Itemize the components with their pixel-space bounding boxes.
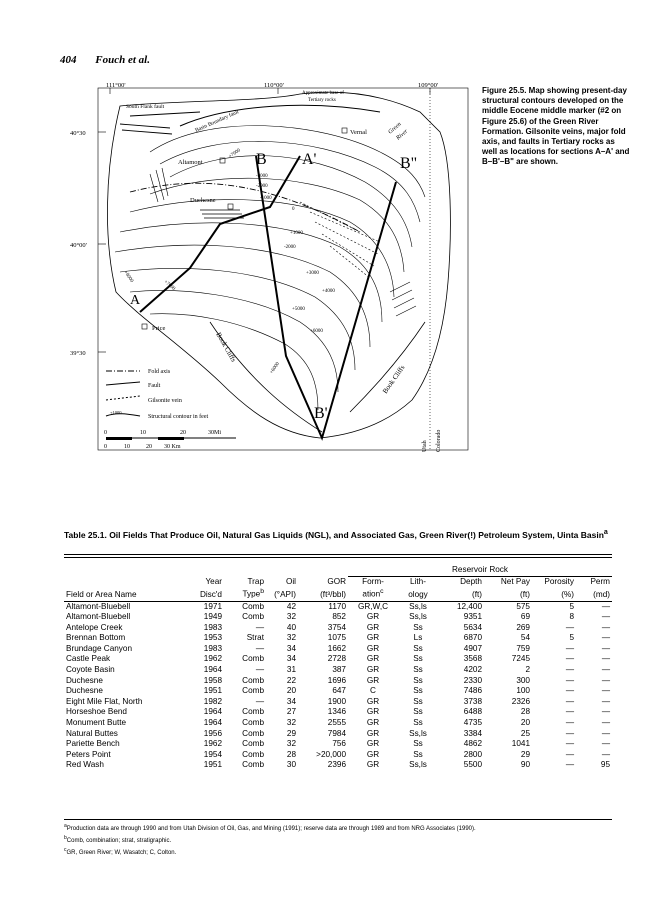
table-cell: Ss bbox=[413, 749, 423, 759]
table-bottom-rule bbox=[64, 819, 612, 820]
table-cell: GR bbox=[366, 643, 380, 653]
table-cell: 9351 bbox=[463, 612, 482, 622]
table-cell: 1900 bbox=[327, 696, 346, 706]
table-cell: 3384 bbox=[463, 728, 482, 738]
table-cell: 6870 bbox=[463, 633, 482, 643]
town-vernal: Vernal bbox=[350, 129, 367, 136]
table-cell: 1983 bbox=[203, 643, 222, 653]
table-cell: GR bbox=[366, 612, 380, 622]
legend-gilsonite-vein: Gilsonite vein bbox=[148, 398, 182, 404]
table-cell: 2728 bbox=[327, 654, 346, 664]
table-cell: 29 bbox=[286, 728, 296, 738]
table-cell: 32 bbox=[286, 612, 296, 622]
table-row bbox=[64, 633, 612, 644]
contour-label: -1000 bbox=[260, 196, 272, 201]
page-header bbox=[60, 54, 150, 66]
table-cell: — bbox=[565, 728, 574, 738]
scale-km-10: 10 bbox=[124, 444, 130, 450]
label-green: Green bbox=[387, 121, 403, 136]
contour-label: +7000 bbox=[162, 279, 176, 292]
table-cell: 1971 bbox=[203, 601, 222, 611]
table-cell: 1696 bbox=[327, 675, 346, 685]
table-cell: — bbox=[601, 675, 610, 685]
table-cell: Ss bbox=[413, 643, 423, 653]
table-cell: GR bbox=[366, 675, 380, 685]
table-cell: Comb bbox=[242, 601, 264, 611]
label-book-cliffs-east: Book Cliffs bbox=[381, 363, 407, 396]
footnote-c: $^c$GR, Green River; W, Wasatch; C, Colton. bbox=[64, 847, 177, 856]
table-cell: 40 bbox=[286, 622, 296, 632]
table-cell: 852 bbox=[332, 612, 346, 622]
table-body bbox=[64, 601, 612, 771]
label-south-flank-fault: South Flank fault bbox=[126, 104, 165, 110]
table-cell: 8 bbox=[569, 612, 574, 622]
table-cell: — bbox=[601, 654, 610, 664]
table-cell: — bbox=[565, 707, 574, 717]
scale-mi-20: 20 bbox=[180, 430, 186, 436]
table-cell: — bbox=[255, 696, 264, 706]
col-bottom-7: (ft) bbox=[438, 587, 484, 601]
table-top-rule bbox=[64, 554, 612, 555]
table-cell: Ss,ls bbox=[409, 728, 427, 738]
table-cell: — bbox=[255, 622, 264, 632]
scale-km-20: 20 bbox=[146, 444, 152, 450]
table-cell: Brennan Bottom bbox=[66, 633, 126, 643]
table-cell: 69 bbox=[520, 612, 530, 622]
table-cell: 647 bbox=[332, 686, 346, 696]
scale-mi-0: 0 bbox=[104, 430, 107, 436]
table-cell: Monument Butte bbox=[66, 718, 127, 728]
table-cell: 7486 bbox=[463, 686, 482, 696]
col-bottom-2: Type$^b$ bbox=[224, 587, 266, 601]
table-cell: Duchesne bbox=[66, 675, 103, 685]
col-top-9: Porosity bbox=[544, 576, 574, 586]
table-cell: 1170 bbox=[328, 601, 346, 611]
table-cell: 269 bbox=[516, 622, 530, 632]
table-cell: 5500 bbox=[463, 760, 482, 770]
table-cell: 1956 bbox=[203, 728, 222, 738]
scale-km-30: 30 Km bbox=[164, 444, 181, 450]
table-cell: — bbox=[565, 643, 574, 653]
table-row bbox=[64, 601, 612, 612]
table-cell: 32 bbox=[286, 633, 296, 643]
table-cell: 90 bbox=[520, 760, 530, 770]
table-cell: Comb bbox=[242, 675, 264, 685]
table-cell: 4862 bbox=[463, 739, 482, 749]
table-cell: GR bbox=[366, 622, 380, 632]
table-cell: GR,W,C bbox=[357, 601, 389, 611]
table-cell: 95 bbox=[600, 760, 610, 770]
table-cell: — bbox=[565, 696, 574, 706]
lat-label-3930: 39°30 bbox=[70, 350, 86, 357]
scale-mi-10: 10 bbox=[140, 430, 146, 436]
col-top-8: Net Pay bbox=[500, 576, 530, 586]
table-cell: — bbox=[601, 665, 610, 675]
figure-caption: Figure 25.5. Map showing present-day structural contours developed on the middle Eocene middle marker (#2 on Figure 25.6) of the Green River Formation. Gilsonite veins, major fold axis, and faults in Tertiary rocks as well as locations for sections A–A' and B–B'–B" are shown. bbox=[482, 86, 630, 167]
table-cell: — bbox=[565, 654, 574, 664]
table-cell: 3754 bbox=[327, 622, 346, 632]
table-cell: Ss bbox=[413, 739, 423, 749]
table-cell: 5634 bbox=[463, 622, 482, 632]
table-cell: — bbox=[601, 707, 610, 717]
oil-fields-table bbox=[64, 565, 612, 771]
table-cell: — bbox=[565, 622, 574, 632]
col-bottom-5: ation$^c$ bbox=[348, 587, 398, 601]
col-bottom-8: (ft) bbox=[484, 587, 532, 601]
col-top-7: Depth bbox=[460, 576, 482, 586]
table-cell: Ss,ls bbox=[409, 601, 427, 611]
table-cell: 6488 bbox=[463, 707, 482, 717]
table-row bbox=[64, 729, 612, 740]
table-cell: 1949 bbox=[203, 612, 222, 622]
table-cell: Comb bbox=[242, 749, 264, 759]
table-cell: — bbox=[601, 728, 610, 738]
table-cell: — bbox=[601, 643, 610, 653]
running-author: Fouch et al. bbox=[95, 54, 150, 66]
table-cell: 2800 bbox=[463, 749, 482, 759]
table-cell: 1983 bbox=[203, 622, 222, 632]
contour-label: +5000 bbox=[292, 307, 305, 312]
table-cell: 29 bbox=[520, 749, 530, 759]
table-row bbox=[64, 760, 612, 771]
contour-label: +6000 bbox=[269, 361, 281, 376]
table-cell: 1962 bbox=[203, 654, 222, 664]
label-approx-base-1: Approximate base of bbox=[302, 91, 344, 96]
reservoir-rock-header: Reservoir Rock bbox=[348, 565, 612, 576]
contour-label: +3000 bbox=[306, 271, 319, 276]
table-cell: Comb bbox=[242, 707, 264, 717]
column-header-bottom-row bbox=[64, 587, 612, 601]
table-cell: 756 bbox=[332, 739, 346, 749]
lon-label-111: 111°00' bbox=[106, 82, 126, 89]
table-cell: 4907 bbox=[463, 643, 482, 653]
table-cell: 32 bbox=[286, 739, 296, 749]
col-top-3: Oil bbox=[285, 576, 296, 586]
group-header-row bbox=[64, 565, 612, 576]
table-cell: 1954 bbox=[203, 749, 222, 759]
contour-label: +8000 bbox=[122, 270, 134, 284]
table-cell: 1964 bbox=[203, 707, 222, 717]
table-row bbox=[64, 697, 612, 708]
table-cell: — bbox=[565, 675, 574, 685]
table-cell: Comb bbox=[242, 612, 264, 622]
col-bottom-3: (°API) bbox=[266, 587, 298, 601]
map-legend bbox=[104, 369, 236, 450]
table-cell: 575 bbox=[516, 601, 530, 611]
col-top-5: Form- bbox=[362, 576, 384, 586]
table-cell: Altamont-Bluebell bbox=[66, 612, 131, 622]
col-top-4: GOR bbox=[327, 576, 346, 586]
table-row bbox=[64, 665, 612, 676]
table-row bbox=[64, 654, 612, 665]
table-cell: GR bbox=[366, 718, 380, 728]
lon-label-109: 109°00' bbox=[418, 82, 439, 89]
lon-label-110: 110°00' bbox=[264, 82, 284, 89]
label-river: River bbox=[395, 128, 410, 142]
table-cell: 1982 bbox=[203, 696, 222, 706]
table-row bbox=[64, 707, 612, 718]
table-cell: Coyote Basin bbox=[66, 665, 115, 675]
table-cell: Ss bbox=[413, 675, 423, 685]
town-altamont: Altamont bbox=[178, 159, 203, 166]
table-cell: GR bbox=[366, 665, 380, 675]
contour-label: +6000 bbox=[310, 329, 323, 334]
table-cell: — bbox=[601, 612, 610, 622]
table-cell: 28 bbox=[520, 707, 530, 717]
col-top-10: Perm bbox=[590, 576, 610, 586]
scale-mi-30: 30Mi bbox=[208, 430, 222, 436]
legend-fault: Fault bbox=[148, 383, 161, 389]
table-cell: 20 bbox=[286, 686, 296, 696]
table-cell: C bbox=[370, 686, 376, 696]
scale-km-0: 0 bbox=[104, 444, 107, 450]
table-cell: 1346 bbox=[327, 707, 346, 717]
label-book-cliffs-west: Book Cliffs bbox=[214, 331, 238, 364]
col-bottom-6: ology bbox=[398, 587, 438, 601]
table-cell: 1951 bbox=[203, 760, 222, 770]
table-cell: 54 bbox=[520, 633, 530, 643]
section-label-b-double-prime: B" bbox=[400, 155, 418, 172]
table-cell: — bbox=[601, 696, 610, 706]
table-cell: 2555 bbox=[327, 718, 346, 728]
table-cell: 2 bbox=[525, 665, 530, 675]
contour-label: +4000 bbox=[322, 289, 335, 294]
table-cell: 1958 bbox=[203, 675, 222, 685]
label-utah: Utah bbox=[422, 440, 428, 452]
table-cell: Horseshoe Bend bbox=[66, 707, 127, 717]
section-label-b-prime: B' bbox=[314, 405, 328, 422]
table-cell: Duchesne bbox=[66, 686, 103, 696]
table-cell: Ss bbox=[413, 686, 423, 696]
table-cell: — bbox=[565, 686, 574, 696]
table-cell: Strat bbox=[246, 633, 264, 643]
table-cell: — bbox=[255, 643, 264, 653]
table-cell: 1953 bbox=[203, 633, 222, 643]
table-cell: — bbox=[601, 749, 610, 759]
table-cell: 7245 bbox=[511, 654, 530, 664]
table-cell: 12,400 bbox=[456, 601, 482, 611]
table-cell: 34 bbox=[286, 696, 296, 706]
col-top-6: Lith- bbox=[410, 576, 426, 586]
table-cell: Eight Mile Flat, North bbox=[66, 696, 143, 706]
table-cell: 20 bbox=[520, 718, 530, 728]
col-bottom-10: (md) bbox=[576, 587, 612, 601]
table-cell: 25 bbox=[520, 728, 530, 738]
table-cell: Comb bbox=[242, 654, 264, 664]
table-cell: — bbox=[601, 718, 610, 728]
table-cell: GR bbox=[366, 696, 380, 706]
contour-label: -2000 bbox=[284, 245, 296, 250]
contour-label: 0 bbox=[292, 207, 295, 212]
table-cell: 42 bbox=[286, 601, 296, 611]
table-title bbox=[64, 527, 624, 541]
table-cell: GR bbox=[366, 654, 380, 664]
label-approx-base-2: Tertiary rocks bbox=[308, 98, 336, 103]
label-colorado: Colorado bbox=[436, 429, 442, 452]
table-cell: 7984 bbox=[327, 728, 346, 738]
table-cell: GR bbox=[366, 728, 380, 738]
table-cell: 1075 bbox=[327, 633, 346, 643]
label-basin-boundary-fault: Basin Boundary fault bbox=[194, 109, 240, 134]
table-top-rule-2 bbox=[64, 557, 612, 558]
table-cell: 759 bbox=[516, 643, 530, 653]
lat-label-4000: 40°00' bbox=[70, 242, 87, 249]
table-cell: GR bbox=[366, 749, 380, 759]
table-cell: Ss,ls bbox=[409, 760, 427, 770]
legend-fold-axis: Fold axis bbox=[148, 369, 171, 375]
table-row bbox=[64, 718, 612, 729]
table-cell: 100 bbox=[516, 686, 530, 696]
col-bottom-0: Field or Area Name bbox=[64, 587, 182, 601]
table-cell: 31 bbox=[286, 665, 296, 675]
contour-label: +7000 bbox=[228, 148, 242, 160]
table-cell: 1041 bbox=[511, 739, 530, 749]
table-cell: Ss bbox=[413, 707, 423, 717]
col-top-1: Year bbox=[205, 576, 222, 586]
table-cell: 1951 bbox=[203, 686, 222, 696]
table-cell: — bbox=[565, 749, 574, 759]
table-cell: 1964 bbox=[203, 718, 222, 728]
table-title-text: Table 25.1. Oil Fields That Produce Oil, Natural Gas Liquids (NGL), and Associated Gas, Green River(!) Petroleum System, Uinta Basin bbox=[64, 529, 604, 540]
page-number: 404 bbox=[60, 54, 77, 66]
table-cell: 2396 bbox=[327, 760, 346, 770]
table-cell: — bbox=[565, 760, 574, 770]
table-footnotes bbox=[64, 822, 624, 858]
table-cell: — bbox=[565, 718, 574, 728]
table-row bbox=[64, 686, 612, 697]
col-bottom-9: (%) bbox=[532, 587, 576, 601]
table-cell: Castle Peak bbox=[66, 654, 111, 664]
contour-label: -2000 bbox=[256, 184, 268, 189]
table-cell: 34 bbox=[286, 654, 296, 664]
town-duchesne: Duchesne bbox=[190, 197, 216, 204]
table-row bbox=[64, 612, 612, 623]
table-cell: Brundage Canyon bbox=[66, 643, 133, 653]
table-cell: 4735 bbox=[463, 718, 482, 728]
table-row bbox=[64, 644, 612, 655]
table-cell: 22 bbox=[286, 675, 296, 685]
table-cell: 3568 bbox=[463, 654, 482, 664]
table-cell: 32 bbox=[286, 718, 296, 728]
table-cell: Altamont-Bluebell bbox=[66, 601, 131, 611]
section-label-a: A bbox=[130, 293, 141, 308]
section-label-b: B bbox=[256, 151, 267, 168]
contour-label: -3000 bbox=[256, 174, 268, 179]
table-cell: 387 bbox=[332, 665, 346, 675]
table-cell: Comb bbox=[242, 760, 264, 770]
table-cell: — bbox=[601, 686, 610, 696]
table-cell: Peters Point bbox=[66, 749, 111, 759]
footnote-a: $^a$Production data are through 1990 and from Utah Division of Oil, Gas, and Mining (1991); reserve data are through 1989 and from NRG Associates (1990). bbox=[64, 823, 476, 832]
table-row bbox=[64, 750, 612, 761]
table-cell: Antelope Creek bbox=[66, 622, 123, 632]
table-cell: 4202 bbox=[463, 665, 482, 675]
contour-label: +1000 bbox=[290, 231, 303, 236]
table-cell: 1662 bbox=[327, 643, 346, 653]
table-cell: 34 bbox=[286, 643, 296, 653]
table-cell: >20,000 bbox=[316, 749, 346, 759]
table-cell: — bbox=[601, 622, 610, 632]
table-cell: — bbox=[601, 633, 610, 643]
table-cell: Natural Buttes bbox=[66, 728, 118, 738]
footnote-b: $^b$Comb, combination; strat, stratigraphic. bbox=[64, 835, 172, 844]
structure-contour-map bbox=[60, 82, 480, 460]
table-cell: GR bbox=[366, 707, 380, 717]
table-cell: Ls bbox=[413, 633, 423, 643]
col-top-2: Trap bbox=[247, 576, 264, 586]
col-bottom-4: (ft³/bbl) bbox=[298, 587, 348, 601]
table-cell: Comb bbox=[242, 728, 264, 738]
table-cell: 3738 bbox=[463, 696, 482, 706]
table-cell: 1962 bbox=[203, 739, 222, 749]
column-header-top-row bbox=[64, 576, 612, 587]
table-cell: Ss,ls bbox=[409, 612, 427, 622]
section-label-a-prime: A' bbox=[302, 151, 317, 168]
col-bottom-1: Disc'd bbox=[182, 587, 224, 601]
table-cell: 5 bbox=[569, 601, 574, 611]
table-cell: 27 bbox=[286, 707, 296, 717]
table-cell: — bbox=[565, 739, 574, 749]
table-cell: 2330 bbox=[463, 675, 482, 685]
table-cell: Pariette Bench bbox=[66, 739, 120, 749]
town-price: Price bbox=[152, 325, 166, 332]
table-cell: Ss bbox=[413, 718, 423, 728]
table-title-sup: a bbox=[603, 528, 608, 536]
table-cell: GR bbox=[366, 739, 380, 749]
col-top-0 bbox=[64, 576, 182, 587]
table-cell: 1964 bbox=[203, 665, 222, 675]
table-cell: Ss bbox=[413, 654, 423, 664]
table-cell: — bbox=[601, 601, 610, 611]
table-cell: 300 bbox=[516, 675, 530, 685]
table-cell: Ss bbox=[413, 622, 423, 632]
table-cell: — bbox=[255, 665, 264, 675]
table-cell: 5 bbox=[569, 633, 574, 643]
table-row bbox=[64, 739, 612, 750]
table-cell: Comb bbox=[242, 739, 264, 749]
table-cell: — bbox=[601, 739, 610, 749]
lat-label-4030: 40°30 bbox=[70, 130, 86, 137]
legend-structural-contour: Structural contour in feet bbox=[148, 414, 209, 420]
table-cell: 2326 bbox=[511, 696, 530, 706]
table-cell: Ss bbox=[413, 665, 423, 675]
legend-contour-value: +1000 bbox=[110, 410, 122, 415]
table-cell: GR bbox=[366, 760, 380, 770]
table-cell: Comb bbox=[242, 718, 264, 728]
table-cell: Red Wash bbox=[66, 760, 104, 770]
table-row bbox=[64, 676, 612, 687]
table-row bbox=[64, 623, 612, 634]
table-cell: GR bbox=[366, 633, 380, 643]
table-cell: Comb bbox=[242, 686, 264, 696]
table-cell: 30 bbox=[286, 760, 296, 770]
table-cell: — bbox=[565, 665, 574, 675]
table-cell: 28 bbox=[286, 749, 296, 759]
table-cell: Ss bbox=[413, 696, 423, 706]
